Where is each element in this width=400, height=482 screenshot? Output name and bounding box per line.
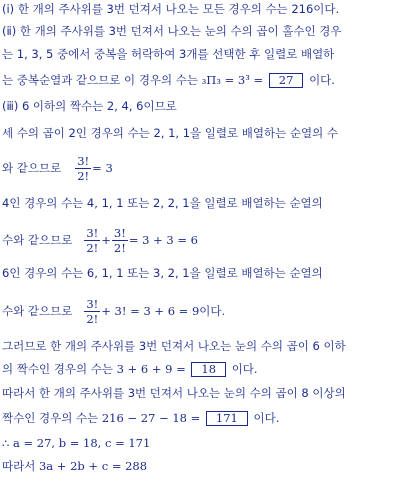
formula-result: = 3 + 3 = 6: [128, 233, 198, 247]
fraction-numerator: 3!: [77, 153, 90, 168]
line-case-3-start: (ⅲ) 6 이하의 짝수는 2, 4, 6이므로: [2, 99, 177, 113]
line-conclusion-1-result: [2, 362, 258, 377]
answer-box-27: 27: [269, 73, 304, 88]
line-conclusion-1: 그러므로 한 개의 주사위를 3번 던져서 나오는 눈의 수의 곱이 6 이하: [2, 339, 346, 353]
plus-sign: +: [101, 233, 111, 247]
formula-prefix: 와 같으므로: [2, 161, 62, 175]
line-product-2: 세 수의 곱이 2인 경우의 수는 2, 1, 1을 일렬로 배열하는 순열의 수: [2, 126, 338, 140]
answer-box-18: 18: [191, 362, 226, 377]
result-formula: ₃Π₃ = 3³ =: [201, 73, 264, 87]
line-product-6-formula: [2, 293, 225, 329]
formula-prefix: 수와 같으므로: [2, 304, 73, 318]
formula-result: + 3! = 3 + 6 = 9이다.: [101, 304, 226, 318]
result-text: 는 중복순열과 같으므로 이 경우의 수는: [2, 73, 199, 87]
formula-result: = 3: [92, 161, 113, 175]
fraction-denominator: 2!: [113, 240, 126, 255]
fraction-numerator: 3!: [86, 296, 99, 311]
fraction-denominator: 2!: [86, 311, 99, 326]
formula-prefix: 수와 같으므로: [2, 233, 73, 247]
line-conclusion-2: 따라서 한 개의 주사위를 3번 던져서 나오는 눈의 수의 곱이 8 이상의: [2, 386, 346, 400]
fraction: [112, 226, 128, 255]
line-conclusion-2-result: [2, 411, 279, 426]
line-case-2-result: [2, 73, 335, 88]
line-therefore: ∴ a = 27, b = 18, c = 171: [2, 436, 151, 450]
line-product-6: 6인 경우의 수는 6, 1, 1 또는 3, 2, 1을 일렬로 배열하는 순열의: [2, 266, 323, 280]
fraction-denominator: 2!: [77, 168, 90, 183]
answer-box-171: 171: [206, 411, 248, 426]
result-end: 이다.: [309, 73, 335, 87]
fraction: [75, 154, 91, 183]
line-product-4: 4인 경우의 수는 4, 1, 1 또는 2, 2, 1을 일렬로 배열하는 순열의: [2, 196, 323, 210]
line-product-2-formula: [2, 150, 113, 186]
line-case-2-cont: 는 1, 3, 5 중에서 중복을 허락하여 3개를 선택한 후 일렬로 배열하: [2, 47, 335, 61]
result-end: 이다.: [231, 362, 258, 376]
line-product-4-formula: [2, 222, 198, 258]
result-text: 짝수인 경우의 수는 216 − 27 − 18 =: [2, 411, 201, 425]
line-final-answer: 따라서 3a + 2b + c = 288: [2, 459, 148, 473]
fraction-numerator: 3!: [86, 225, 99, 240]
line-case-2-start: (ⅱ) 한 개의 주사위를 3번 던져서 나오는 눈의 수의 곱이 홀수인 경우: [2, 24, 342, 38]
result-text: 의 짝수인 경우의 수는 3 + 6 + 9 =: [2, 362, 186, 376]
fraction: [84, 226, 100, 255]
fraction: [84, 297, 100, 326]
line-case-1: (ⅰ) 한 개의 주사위를 3번 던져서 나오는 모든 경우의 수는 216이다.: [2, 2, 340, 16]
fraction-numerator: 3!: [113, 225, 126, 240]
fraction-denominator: 2!: [86, 240, 99, 255]
result-end: 이다.: [253, 411, 280, 425]
